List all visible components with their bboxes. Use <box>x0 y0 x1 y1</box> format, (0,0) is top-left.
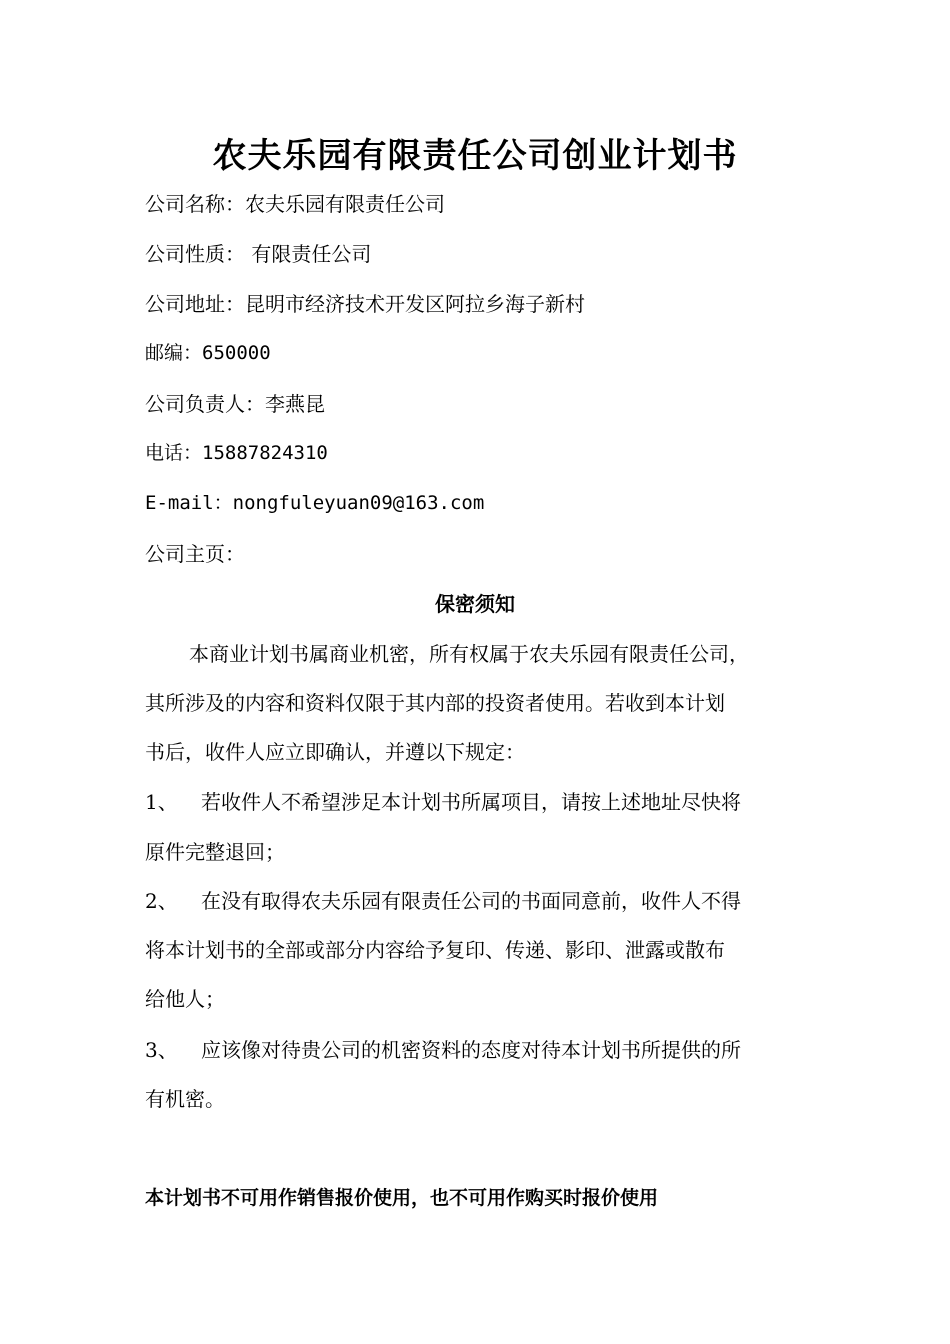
company-type: 公司性质： 有限责任公司 <box>145 242 372 266</box>
rule-text: 应该像对待贵公司的机密资料的态度对待本计划书所提供的所 <box>201 1038 741 1062</box>
rule-3-line <box>145 1034 741 1063</box>
rule-3-line: 有机密。 <box>145 1087 225 1111</box>
rule-2-line: 给他人； <box>145 987 225 1011</box>
rule-2-line: 将本计划书的全部或部分内容给予复印、传递、影印、泄露或散布 <box>145 938 725 962</box>
document-title: 农夫乐园有限责任公司创业计划书 <box>212 136 738 176</box>
rule-1-line: 原件完整退回； <box>145 840 285 864</box>
postcode: 邮编：650000 <box>145 342 271 364</box>
rule-number: 3、 <box>145 1038 178 1062</box>
rule-1-line <box>145 786 741 815</box>
rule-text: 在没有取得农夫乐园有限责任公司的书面同意前，收件人不得 <box>201 889 741 913</box>
intro-line: 本商业计划书属商业机密，所有权属于农夫乐园有限责任公司， <box>189 642 749 666</box>
phone: 电话：15887824310 <box>145 442 328 464</box>
intro-line: 书后，收件人应立即确认，并遵以下规定： <box>145 740 525 764</box>
rule-number: 1、 <box>145 790 178 814</box>
email: E-mail：nongfuleyuan09@163.com <box>145 492 485 514</box>
rule-text: 若收件人不希望涉足本计划书所属项目，请按上述地址尽快将 <box>201 790 741 814</box>
rule-number: 2、 <box>145 889 178 913</box>
company-name: 公司名称：农夫乐园有限责任公司 <box>145 192 445 216</box>
homepage: 公司主页： <box>145 542 245 566</box>
company-address: 公司地址：昆明市经济技术开发区阿拉乡海子新村 <box>145 292 585 316</box>
intro-line: 其所涉及的内容和资料仅限于其内部的投资者使用。若收到本计划 <box>145 691 725 715</box>
confidential-heading: 保密须知 <box>435 592 515 616</box>
rule-2-line <box>145 885 741 914</box>
company-manager: 公司负责人：李燕昆 <box>145 392 325 416</box>
footer-notice: 本计划书不可用作销售报价使用，也不可用作购买时报价使用 <box>145 1187 659 1209</box>
